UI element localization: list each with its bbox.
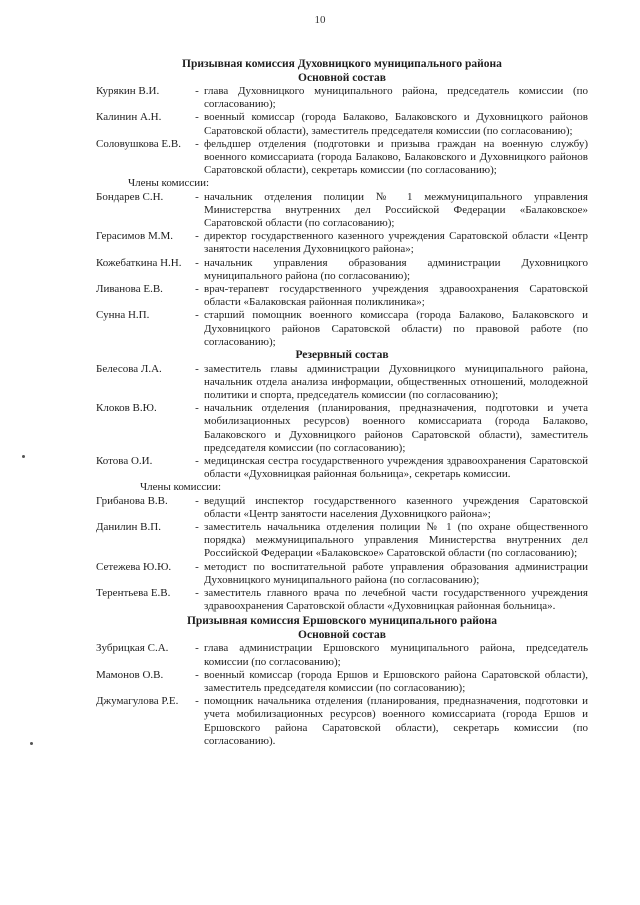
member-dash: - [195,190,199,203]
member-name: Бондарев С.Н. [96,190,164,203]
member-dash: - [195,695,199,708]
member-row [96,695,588,748]
member-role: военный комиссар (города Балаково, Балаковского и Духовницкого районов Саратовской области), заместитель председателя комиссии (по согласованию); [204,111,588,137]
section-title: Резервный состав [295,349,389,362]
member-name: Клоков В.Ю. [96,402,157,415]
member-role: глава администрации Ершовского муниципального района, председатель комиссии (по согласованию); [204,642,588,668]
member-dash: - [195,137,199,150]
member-dash: - [195,362,199,375]
member-dash: - [195,402,199,415]
member-row [96,587,588,613]
member-role: начальник отделения полиции № 1 межмуниципального управления Министерства внутренних дел Российской Федерации «Балаковское» Саратовской области (по согласованию); [204,190,588,230]
member-name: Соловушкова Е.В. [96,137,181,150]
member-dash: - [195,642,199,655]
members-label: Члены комиссии: [140,481,222,494]
member-row [96,669,588,695]
member-row [96,138,588,178]
member-dash: - [195,560,199,573]
commission-title: Призывная комиссия Ершовского муниципального района [186,615,498,628]
member-role: заместитель начальника отделения полиции № 1 (по охране общественного порядка) межмуниципального управления Министерства внутренних дел Российской Федерации «Балаковское» Саратовской области (по согласованию); [204,521,588,560]
member-name: Калинин А.Н. [96,111,162,124]
member-row [96,283,588,309]
member-name: Джумагулова Р.Е. [96,695,179,708]
member-row [96,495,588,521]
member-dash: - [195,85,199,97]
member-role: директор государственного казенного учреждения Саратовской области «Центр занятости населения Духовницкого района»; [204,230,588,256]
member-row [96,363,588,403]
member-name: Терентьева Е.В. [96,587,171,600]
member-name: Белесова Л.А. [96,362,162,375]
member-row [96,309,588,349]
member-row [96,111,588,137]
member-row [96,521,588,561]
member-role: начальник управления образования администрации Духовницкого муниципального района (по согласованию); [204,256,588,282]
member-name: Котова О.И. [96,454,153,467]
member-role: заместитель главы администрации Духовницкого муниципального района, начальник отдела анализа информации, общественных отношений, молодежной политики и спорта, председатель комиссии (по согласованию); [204,362,588,401]
member-dash: - [195,230,199,243]
member-name: Сетежева Ю.Ю. [96,560,172,573]
member-name: Ливанова Е.В. [96,283,163,296]
member-dash: - [195,521,199,533]
member-name: Мамонов О.В. [96,668,164,681]
member-role: медицинская сестра государственного учреждения здравоохранения Саратовской области «Духовницкая районная больница», секретарь комиссии. [204,454,588,481]
margin-mark [22,455,25,458]
member-role: старший помощник военного комиссара (города Балаково, Балаковского и Духовницкого районов Саратовской области) по правовой работе (по согласованию); [204,309,588,348]
member-role: ведущий инспектор государственного казенного учреждения Саратовской области «Центр занятости населения Духовницкого района»; [204,494,588,520]
members-label: Члены комиссии: [128,177,210,190]
member-dash: - [195,587,199,600]
member-row [96,402,588,455]
page-number: 10 [314,14,326,26]
member-row [96,85,588,111]
margin-mark [30,742,33,745]
member-name: Зубрицкая С.А. [96,642,169,655]
member-role: начальник отделения (планирования, предназначения, подготовки и учета мобилизационных ресурсов) военного комиссариата (города Балаково, Балаковского и Духовницкого районов Саратовской области), заместитель председателя комиссии (по согласованию); [204,402,588,454]
member-role: глава Духовницкого муниципального района, председатель комиссии (по согласованию); [204,85,588,111]
member-role: заместитель главного врача по лечебной части государственного учреждения здравоохранения Саратовской области «Духовницкая районная больница». [204,587,588,613]
member-name: Курякин В.И. [96,85,160,97]
member-row [96,642,588,668]
member-dash: - [195,256,199,269]
member-role: методист по воспитательной работе управления образования администрации Духовницкого муниципального района (по согласованию); [204,560,588,586]
member-row [96,455,588,481]
member-role: врач-терапевт государственного учреждения здравоохранения Саратовской области «Балаковская районная поликлиника»; [204,283,588,309]
member-dash: - [195,309,199,322]
member-name: Грибанова В.В. [96,494,168,507]
member-name: Сунна Н.П. [96,309,150,322]
member-dash: - [195,454,199,467]
member-row [96,561,588,587]
section-title: Основной состав [298,71,386,84]
member-role: военный комиссар (города Ершов и Ершовского района Саратовской области), заместитель председателя комиссии (по согласованию); [204,668,588,695]
member-role: помощник начальника отделения (планирования, предназначения, подготовки и учета мобилизационных ресурсов) военного комиссариата (города Ершов и Ершовского района Саратовской области), секретарь комиссии (по согласованию). [204,695,588,747]
member-dash: - [195,283,199,296]
member-dash: - [195,494,199,507]
section-title: Основной состав [298,628,386,641]
member-row [96,191,588,231]
commission-title: Призывная комиссия Духовницкого муниципального района [182,58,502,70]
document-body [96,58,588,748]
member-role: фельдшер отделения (подготовки и призыва граждан на военную службу) военного комиссариата (города Балаково, Балаковского и Духовницкого районов Саратовской области), секретарь комиссии (по согласованию); [204,137,588,177]
member-dash: - [195,668,199,681]
member-name: Кожебаткина Н.Н. [96,256,182,269]
member-name: Герасимов М.М. [96,230,174,243]
member-row [96,230,588,256]
member-row [96,257,588,283]
member-dash: - [195,111,199,124]
member-name: Данилин В.П. [96,521,161,533]
